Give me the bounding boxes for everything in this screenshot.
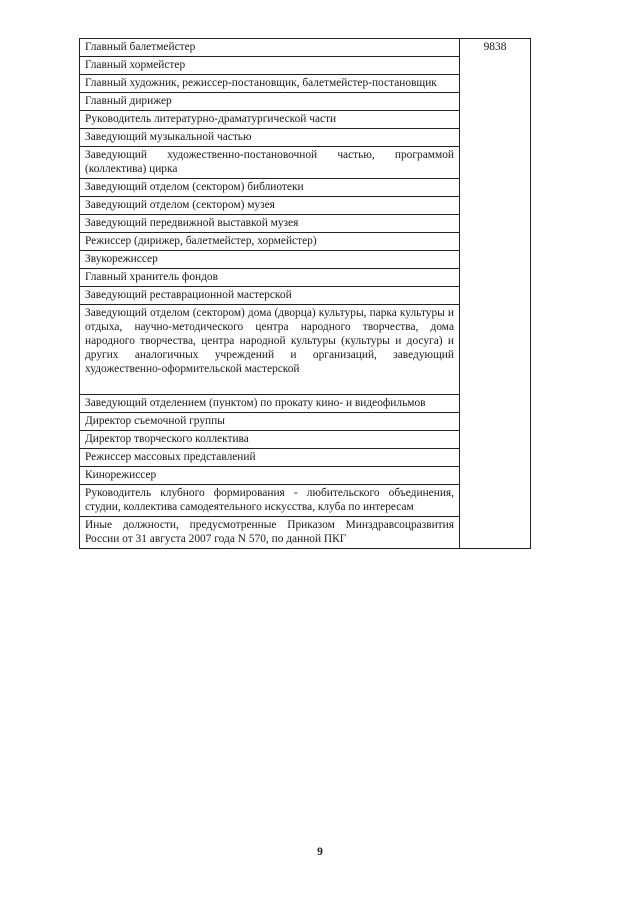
- position-name: Заведующий художественно-постановочной частью, программой (коллектива) цирка: [80, 147, 460, 179]
- position-name: Директор творческого коллектива: [80, 431, 460, 449]
- position-name: Кинорежиссер: [80, 467, 460, 485]
- position-name: Руководитель клубного формирования - любительского объединения, студии, коллектива самодеятельного искусства, клуба по интересам: [80, 485, 460, 517]
- position-name: Заведующий отделом (сектором) библиотеки: [80, 179, 460, 197]
- position-name: Главный дирижер: [80, 93, 460, 111]
- position-name: Режиссер массовых представлений: [80, 449, 460, 467]
- position-name: Директор съемочной группы: [80, 413, 460, 431]
- salary-value: 9838: [460, 39, 531, 549]
- position-name: Главный хранитель фондов: [80, 269, 460, 287]
- position-name: Звукорежиссер: [80, 251, 460, 269]
- position-name: Руководитель литературно-драматургической части: [80, 111, 460, 129]
- table-row: [80, 39, 531, 57]
- position-name: Главный хормейстер: [80, 57, 460, 75]
- position-name: Режиссер (дирижер, балетмейстер, хормейстер): [80, 233, 460, 251]
- position-name: Главный балетмейстер: [80, 39, 460, 57]
- position-name: Главный художник, режиссер-постановщик, балетмейстер-постановщик: [80, 75, 460, 93]
- position-name: Заведующий музыкальной частью: [80, 129, 460, 147]
- position-name: Иные должности, предусмотренные Приказом Минздравсоцразвития России от 31 августа 2007 года N 570, по данной ПКГ: [80, 517, 460, 549]
- position-name: Заведующий передвижной выставкой музея: [80, 215, 460, 233]
- position-name: Заведующий реставрационной мастерской: [80, 287, 460, 305]
- position-name: Заведующий отделом (сектором) музея: [80, 197, 460, 215]
- page-number: 9: [317, 846, 323, 858]
- position-name: Заведующий отделом (сектором) дома (дворца) культуры, парка культуры и отдыха, научно-методического центра народного творчества, дома народного творчества, центра народной культуры (культуры и досуга) и других аналогичных учреждений и организаций, заведующий художественно-оформительской мастерской: [80, 305, 460, 395]
- position-name: Заведующий отделением (пунктом) по прокату кино- и видеофильмов: [80, 395, 460, 413]
- positions-table: [79, 38, 531, 549]
